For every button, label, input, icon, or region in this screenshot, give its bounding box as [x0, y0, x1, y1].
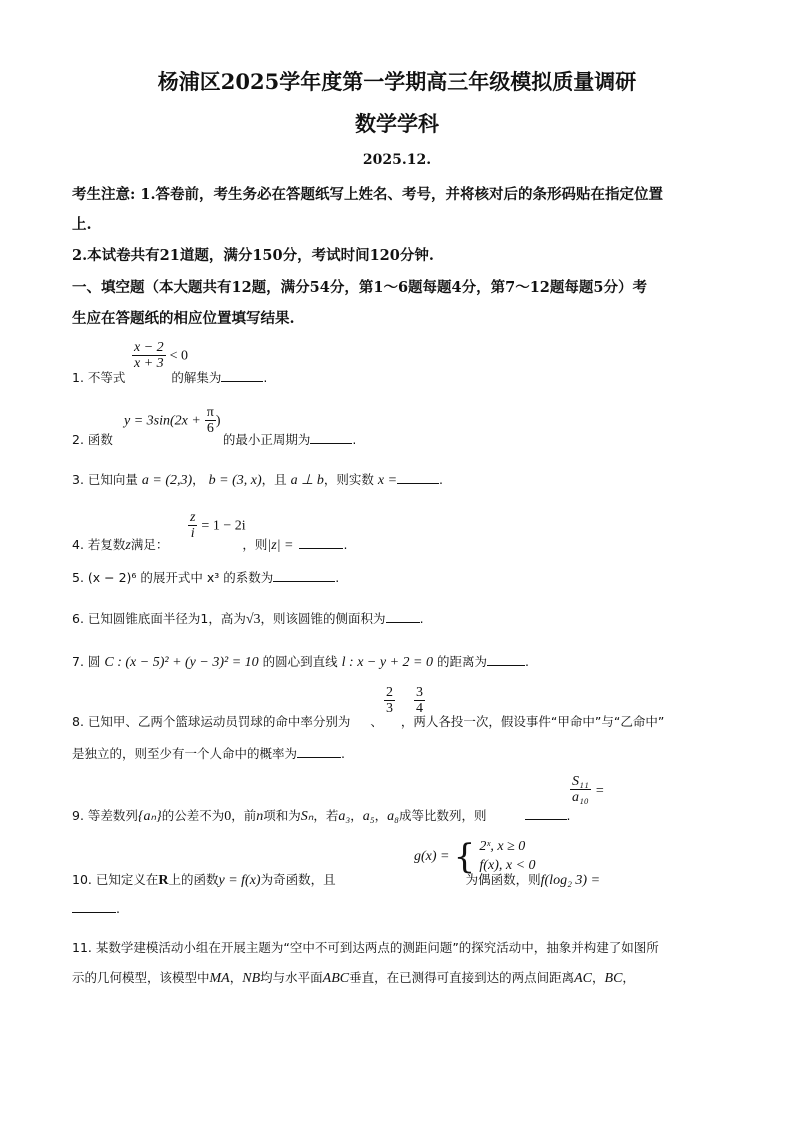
- question-1-text: 1. 不等式 的解集为 .: [72, 370, 268, 385]
- notice-line-2: 2.本试卷共有21道题，满分150分，考试时间120分钟.: [72, 247, 434, 264]
- question-4-text: 4. 若复数z满足： ，则|z| = .: [72, 537, 348, 553]
- section-heading-line-1: 一、填空题（本大题共有12题，满分54分，第1～6题每题4分，第7～12题每题5分）考: [72, 279, 647, 296]
- answer-blank: [310, 431, 352, 444]
- question-3: 3. 已知向量 a = (2,3)， b = (3, x)，且 a ⊥ b，则实数 x = .: [72, 472, 444, 488]
- answer-blank: [525, 807, 567, 820]
- question-10-blank: .: [72, 900, 120, 916]
- answer-blank: [397, 471, 439, 484]
- q8-fraction-2: $\frac{3}{4}$: [416, 685, 423, 717]
- question-11-line-1: 11. 某数学建模活动小组在开展主题为“空中不可到达两点的测距问题”的探究活动中，抽象并构建了如图所: [72, 940, 659, 955]
- notice-line-1b: 上.: [72, 216, 92, 233]
- question-8: 8. 已知甲、乙两个篮球运动员罚球的命中率分别为 、 ，两人各投一次，假设事件“甲命中”与“乙命中”: [72, 714, 665, 729]
- q9-fraction: $\frac{\text{S₁₁}}{\text{a₁₀}}$ =: [572, 774, 604, 806]
- notice-line-1: 考生注意: 1.答卷前，考生务必在答题纸写上姓名、考号，并将核对后的条形码贴在指定位置: [72, 186, 664, 203]
- question-7: 7. 圆 C : (x − 5)² + (y − 3)² = 10 的圆心到直线 l : x − y + 2 = 0 的距离为 .: [72, 654, 529, 670]
- q1-fraction: $\frac{x - 2}{x + 3}$: [134, 340, 164, 372]
- answer-blank: [386, 610, 420, 623]
- exam-title: 杨浦区2025学年度第一学期高三年级模拟质量调研: [157, 69, 637, 94]
- q8-fraction-1: $\frac{2}{3}$: [386, 685, 393, 717]
- question-8-line-2: 是独立的，则至少有一个人命中的概率为 .: [72, 746, 345, 761]
- question-10: 10. 已知定义在R上的函数y = f(x)为奇函数，且 为偶函数，则f(log₂ 3) =: [72, 872, 601, 888]
- question-4-fraction-row: $\frac{z}{i}$ = 1 − 2i: [189, 510, 246, 542]
- question-2: y = 3sin(2x + $\frac{\pi}{6}$ ): [123, 405, 221, 437]
- question-5: 5. (x − 2)⁶ 的展开式中 x³ 的系数为 .: [72, 570, 340, 585]
- section-heading-line-2: 生应在答题纸的相应位置填写结果.: [72, 310, 295, 327]
- question-6: 6. 已知圆锥底面半径为1，高为√3，则该圆锥的侧面积为 .: [72, 611, 424, 627]
- question-11-line-2: 示的几何模型，该模型中MA，NB均与水平面ABC垂直，在已测得可直接到达的两点间距离AC，BC，: [72, 970, 635, 986]
- exam-date: 2025.12.: [362, 152, 432, 168]
- answer-blank: [297, 745, 341, 758]
- question-1: $\frac{x - 2}{x + 3}$ < 0: [134, 340, 189, 372]
- q10-piecewise: g(x) = { 2ˣ, x ≥ 0 f(x), x < 0: [414, 836, 536, 877]
- subject-title: 数学学科: [355, 111, 439, 136]
- answer-blank: [273, 569, 335, 582]
- question-9: 9. 等差数列{aₙ}的公差不为0，前n项和为Sₙ，若a₃，a₅，a₈成等比数列，则 .: [72, 808, 571, 824]
- answer-blank: [487, 653, 525, 666]
- answer-blank: [299, 536, 343, 549]
- answer-blank: [72, 900, 116, 913]
- question-2-text: 2. 函数 的最小正周期为 .: [72, 432, 357, 447]
- answer-blank: [221, 369, 263, 382]
